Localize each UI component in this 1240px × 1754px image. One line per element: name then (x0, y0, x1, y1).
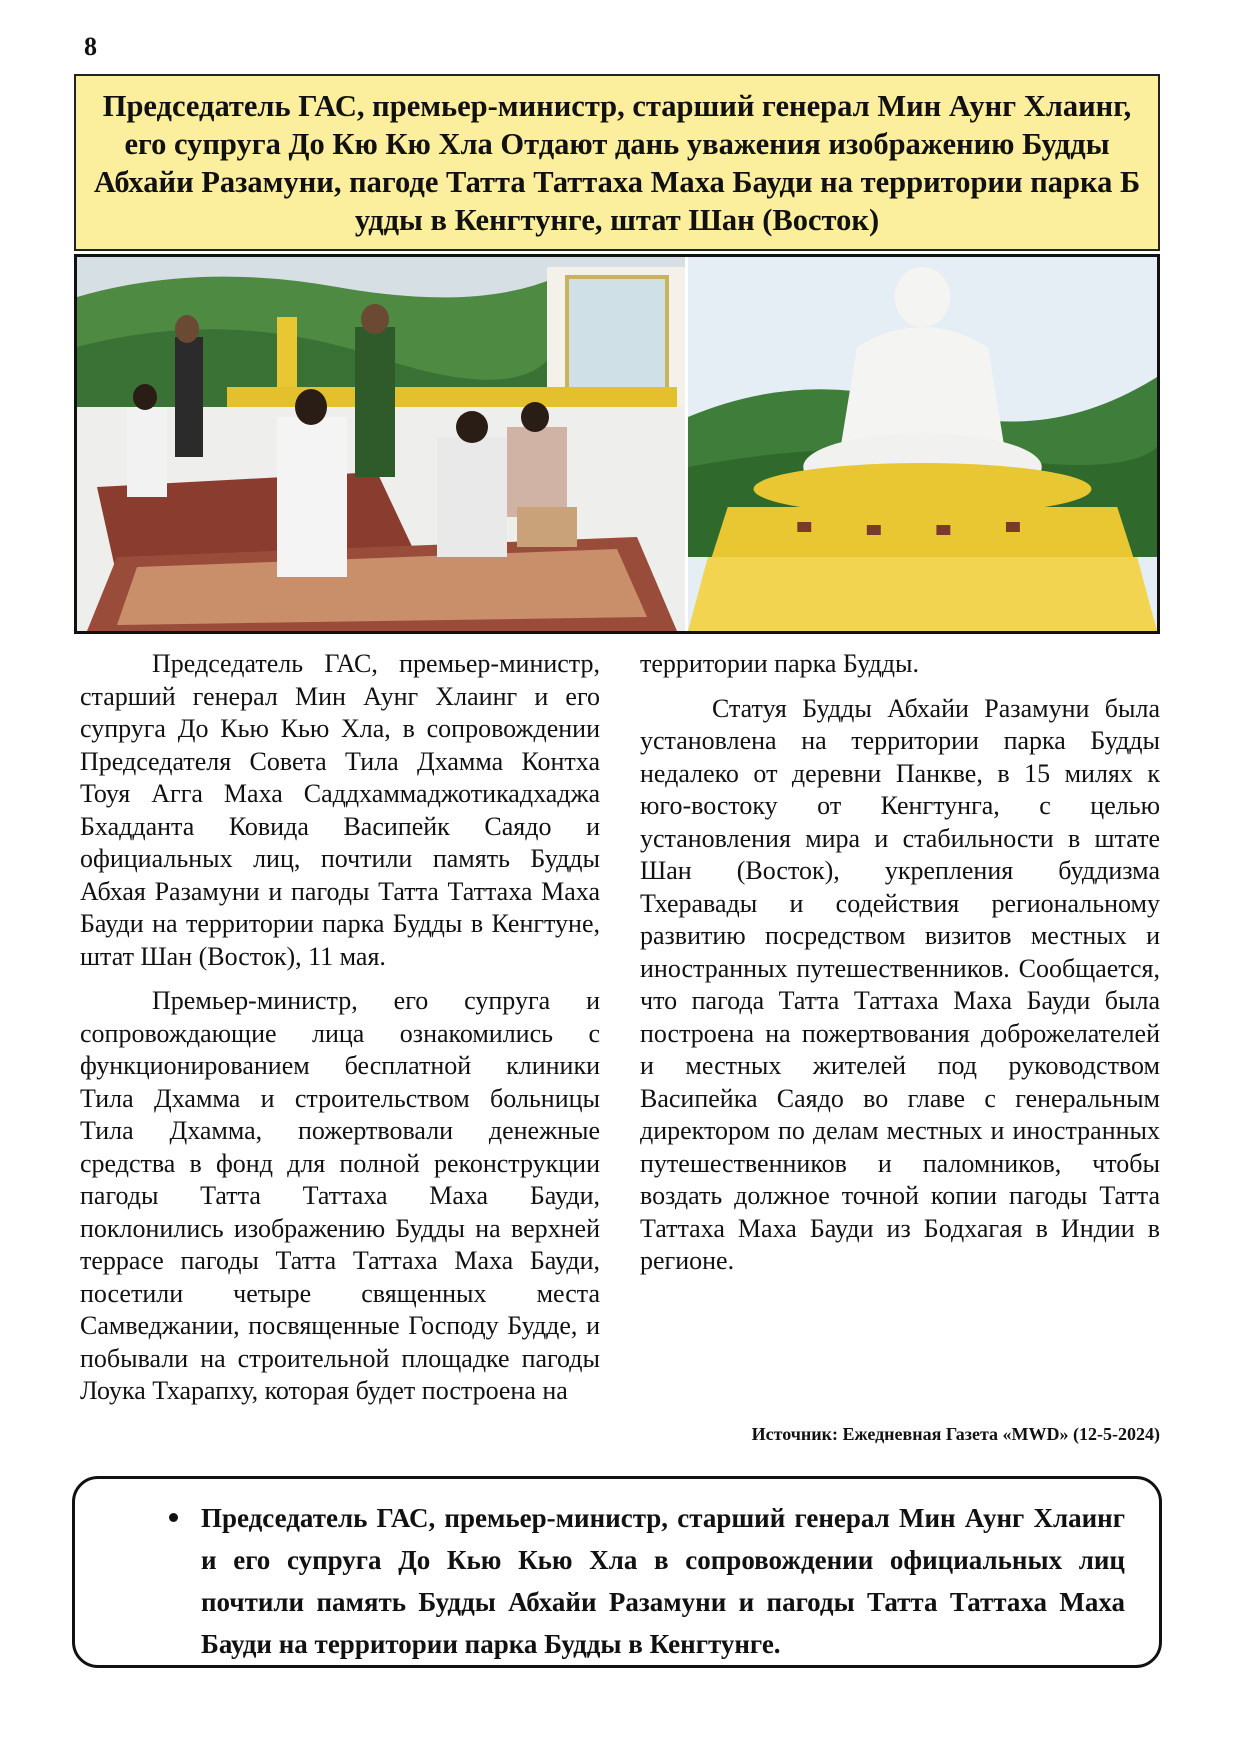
page-number: 8 (84, 32, 97, 61)
bullet-icon (169, 1513, 178, 1522)
source-label: Источник: Ежедневная Газета «MWD» (751, 1424, 1069, 1444)
headline-box (74, 74, 1160, 251)
article-paragraph-2: Премьер-министр, его супруга и сопровождающие лица ознакомились с функционированием бесплатной клиники Тила Дхамма и строительством больницы Тила Дхамма, пожертвовали денежные средства в фонд для полной реконструкции пагоды Татта Таттаха Маха Бауди, поклонились изображению Будды на верхней террасе пагоды Татта Таттаха Маха Бауди, посетили четыре священных места Самведжании, посвященные Господу Будде, и побывали на строительной площадке пагоды Лоука Тхарапху, которая будет построена на (80, 986, 600, 1405)
article-left-column (80, 648, 600, 1408)
ceremony-illustration (77, 257, 685, 631)
headline: Председатель ГАС, премьер-министр, старший генерал Мин Аунг Хлаинг, его супруга До Кю Кю Хла Отдают дань уважения изображению Будды Абхайи Разамуни, пагоде Татта Таттаха Маха Бауди на территории парка Б удды в Кенгтунге, штат Шан (Восток) (93, 88, 1141, 237)
source-credit (640, 1424, 1160, 1445)
summary-item (127, 1497, 1125, 1665)
photo-strip (74, 254, 1160, 634)
article-paragraph-3: Статуя Будды Абхайи Разамуни была установлена на территории парка Будды недалеко от деревни Панкве, в 15 милях к юго-востоку от Кенгтунга, с целью установления мира и стабильности в штате Шан (Восток), укрепления буддизма Тхеравады и содействия региональному развитию посредством визитов местных и иностранных путешественников. Сообщается, что пагода Татта Таттаха Маха Бауди была построена на пожертвования доброжелателей и местных жителей под руководством Васипейка Саядо во главе с генеральным директором по делам местных и иностранных путешественников и паломников, чтобы воздать должное точной копии пагоды Татта Таттаха Маха Бауди из Бодхагая в Индии в регионе. (640, 693, 1160, 1275)
summary-box (72, 1476, 1162, 1668)
summary-list (127, 1497, 1125, 1665)
photo-officials-paying-respect (77, 257, 688, 631)
source-date: (12-5-2024) (1073, 1424, 1160, 1444)
article-continuation: территории парка Будды. (640, 649, 919, 678)
photo-white-buddha-statue (688, 257, 1157, 631)
article-right-column (640, 648, 1160, 1278)
article-paragraph-1: Председатель ГАС, премьер-министр, старший генерал Мин Аунг Хлаинг и его супруга До Кью Кью Хла, в сопровождении Председателя Совета Тила Дхамма Контха Тоуя Агга Маха Саддхаммаджотикадхаджа Бхадданта Ковида Васипейк Саядо и официальных лиц, почтили память Будды Абхая Разамуни и пагоды Татта Таттаха Маха Бауди на территории парка Будды в Кенгтуне, штат Шан (Восток), 11 мая. (80, 649, 600, 971)
summary-text: Председатель ГАС, премьер-министр, старший генерал Мин Аунг Хлаинг и его супруга До Кью Кью Хла в сопровождении официальных лиц почтили память Будды Абхайи Разамуни и пагоды Татта Таттаха Маха Бауди на территории парка Будды в Кенгтунге. (201, 1503, 1125, 1659)
buddha-illustration (688, 257, 1157, 631)
